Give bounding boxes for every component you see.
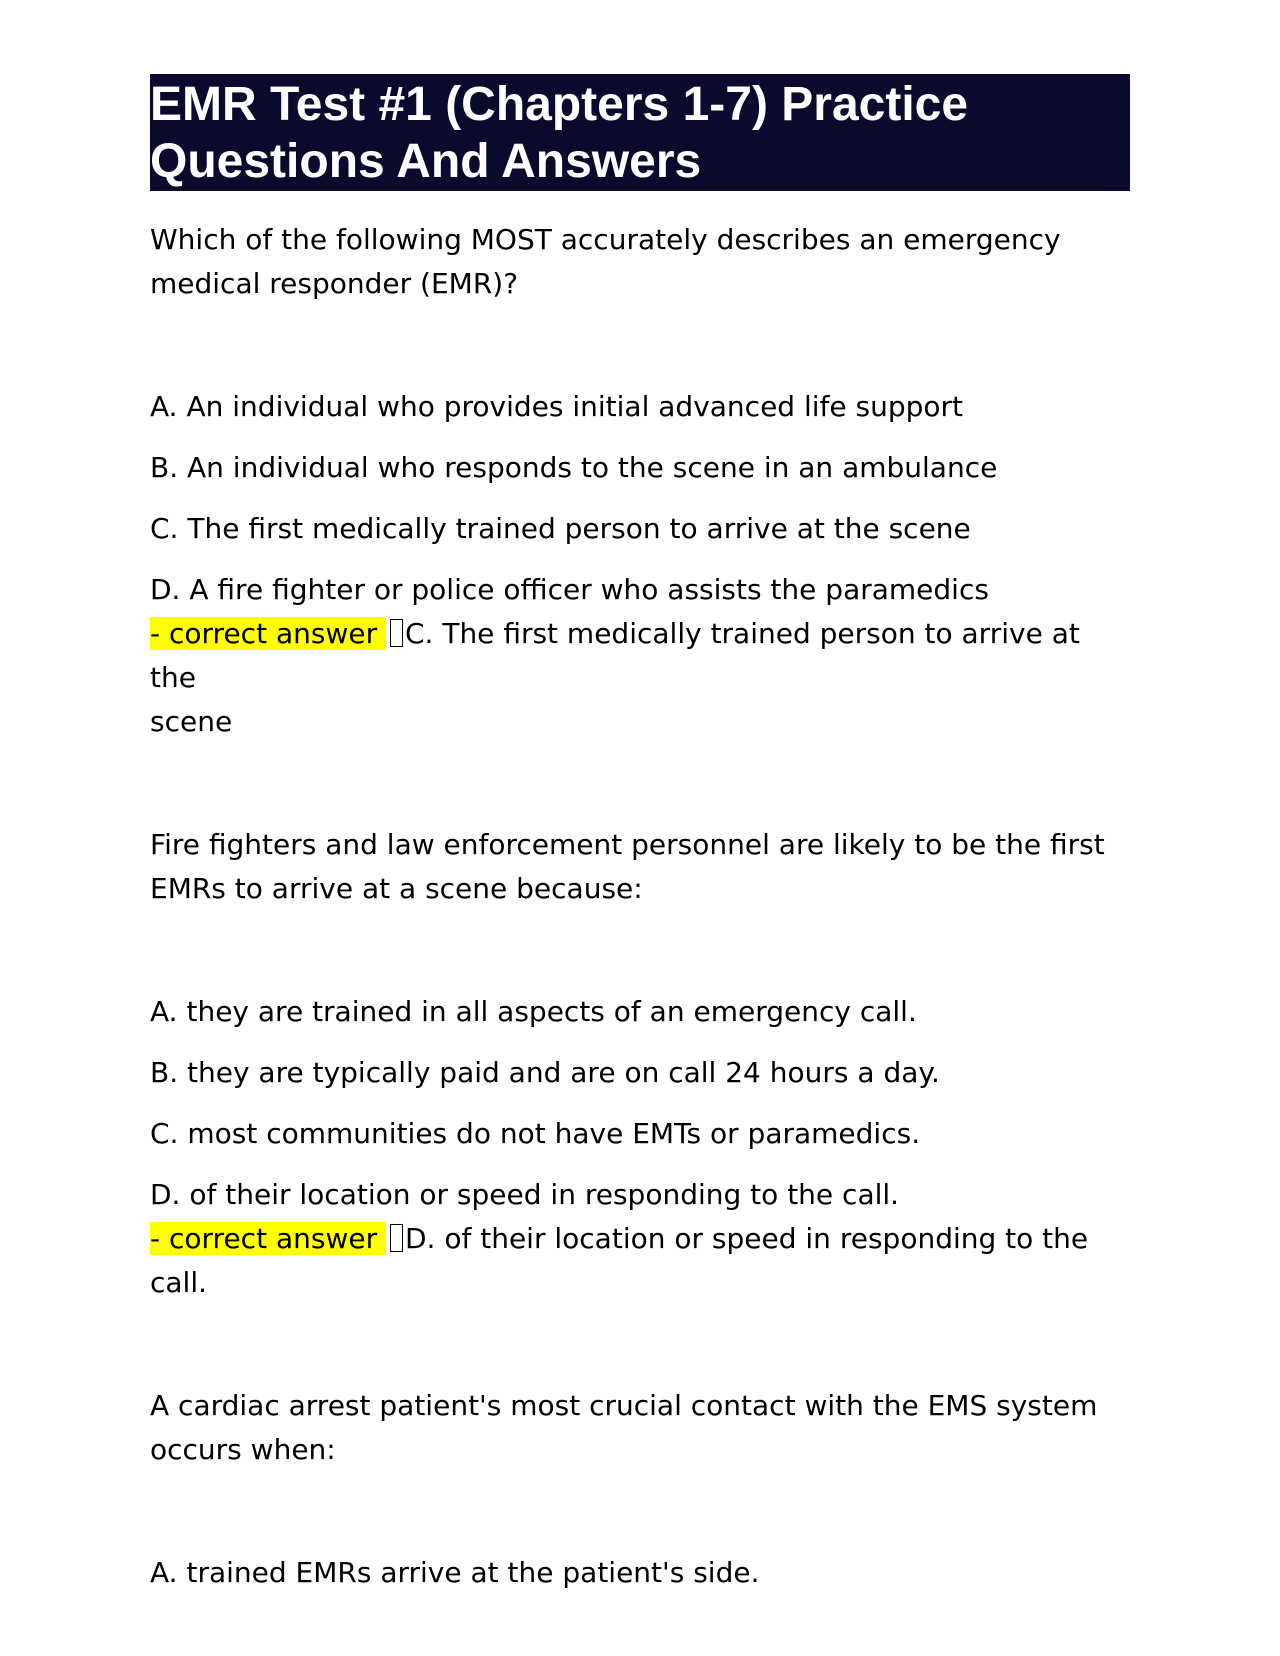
title-line-2: Questions And Answers — [150, 135, 702, 188]
question-prompt — [150, 823, 1130, 911]
option-d: D. of their location or speed in responding to the call. — [150, 1178, 900, 1211]
question-prompt-line: A cardiac arrest patient's most crucial contact with the EMS system — [150, 1389, 1098, 1422]
option-a: A. they are trained in all aspects of an emergency call. — [150, 995, 917, 1028]
options-list — [150, 1551, 1130, 1595]
option-c: C. most communities do not have EMTs or paramedics. — [150, 1117, 921, 1150]
question-prompt-line: Which of the following MOST accurately describes an emergency — [150, 223, 1061, 256]
correct-answer — [150, 1217, 1130, 1305]
correct-answer-label: - correct answer — [150, 1222, 386, 1255]
options-list — [150, 990, 1130, 1217]
document-title — [150, 74, 1130, 191]
spacer — [150, 1305, 1130, 1384]
correct-answer-text-continued: scene — [150, 705, 233, 738]
question-prompt-line: Fire fighters and law enforcement personnel are likely to be the first — [150, 828, 1105, 861]
option-b: B. An individual who responds to the scene in an ambulance — [150, 451, 998, 484]
document-page — [150, 74, 1130, 1595]
question-block-2 — [150, 823, 1130, 1305]
question-prompt — [150, 1384, 1130, 1472]
correct-answer — [150, 612, 1130, 744]
option-a: A. trained EMRs arrive at the patient's side. — [150, 1556, 760, 1589]
correct-answer-text: C. The first medically trained person to arrive at the — [150, 617, 1080, 694]
correct-answer-label: - correct answer — [150, 617, 386, 650]
question-prompt-line: EMRs to arrive at a scene because: — [150, 872, 643, 905]
title-line-1: EMR Test #1 (Chapters 1-7) Practice — [150, 78, 969, 131]
question-prompt-line: occurs when: — [150, 1433, 336, 1466]
question-block-3 — [150, 1384, 1130, 1595]
option-c: C. The first medically trained person to arrive at the scene — [150, 512, 971, 545]
options-list — [150, 385, 1130, 612]
option-b: B. they are typically paid and are on call 24 hours a day. — [150, 1056, 940, 1089]
question-prompt — [150, 218, 1130, 306]
correct-answer-text: D. of their location or speed in responding to the call. — [150, 1222, 1089, 1299]
missing-glyph-box-icon — [390, 619, 403, 647]
option-d: D. A fire fighter or police officer who assists the paramedics — [150, 573, 989, 606]
question-prompt-line: medical responder (EMR)? — [150, 267, 519, 300]
spacer — [150, 744, 1130, 823]
question-block-1 — [150, 218, 1130, 744]
option-a: A. An individual who provides initial advanced life support — [150, 390, 964, 423]
missing-glyph-box-icon — [390, 1224, 403, 1252]
